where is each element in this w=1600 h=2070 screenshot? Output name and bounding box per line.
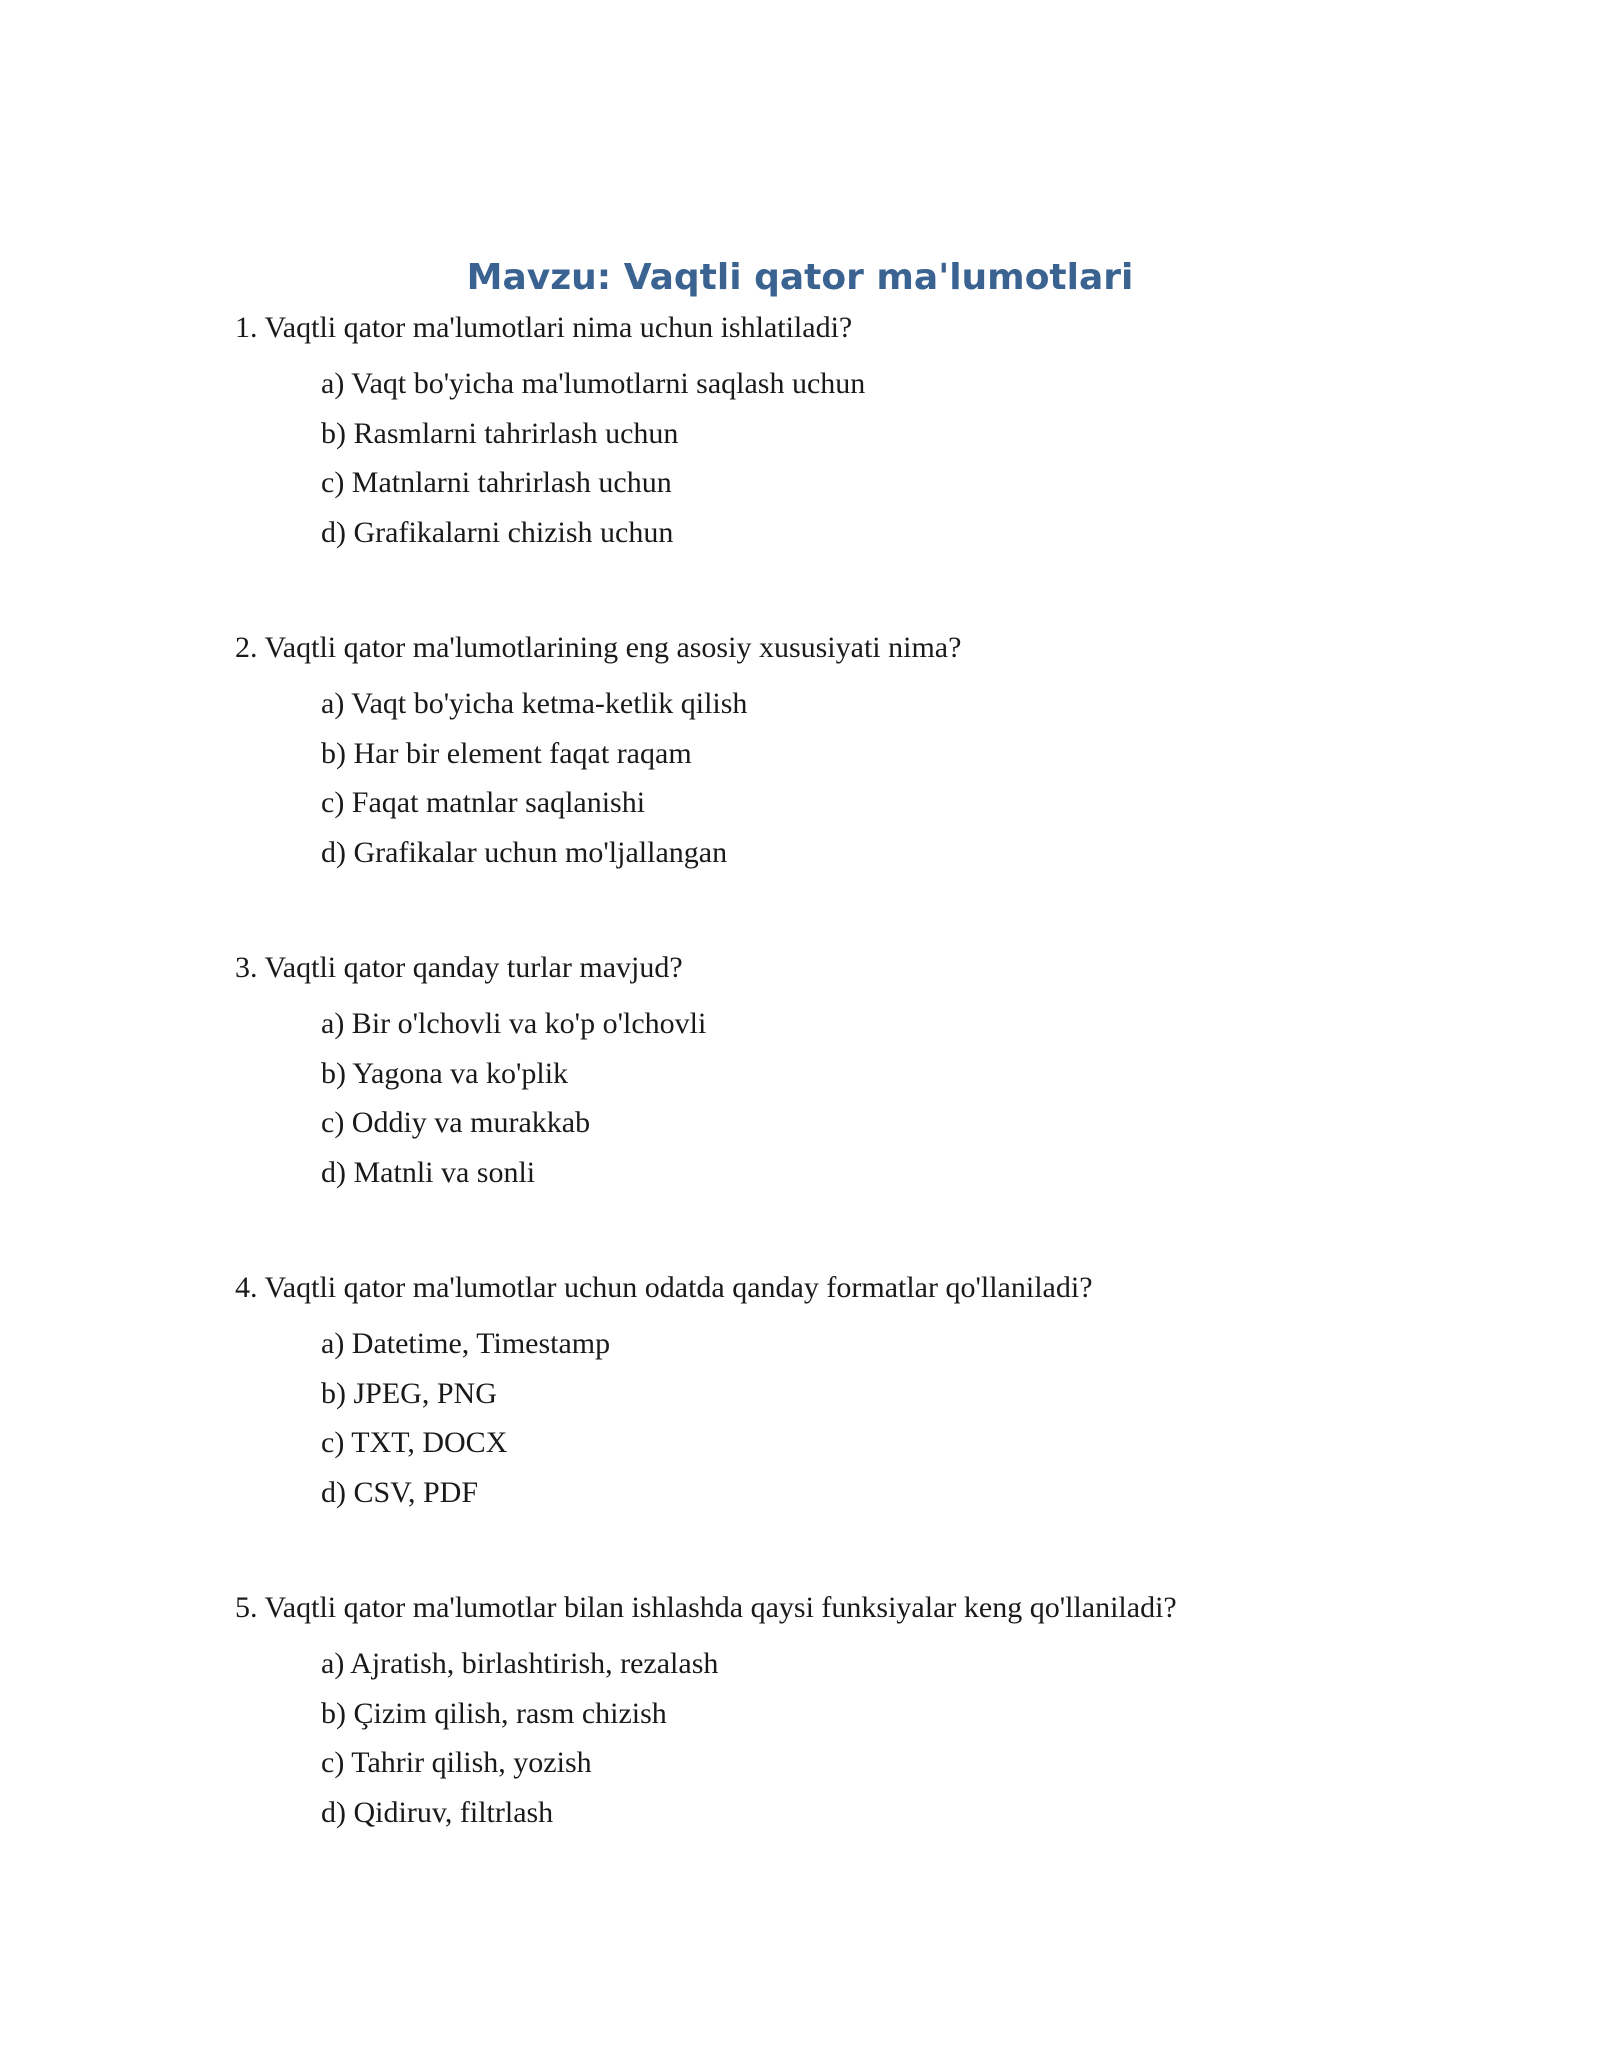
answer-option-c: c) Faqat matnlar saqlanishi [321, 786, 646, 819]
question-text: 1. Vaqtli qator ma'lumotlari nima uchun ishlatiladi? [235, 311, 853, 344]
answer-option-a: a) Bir o'lchovli va ko'p o'lchovli [321, 1007, 707, 1040]
answer-option-b: b) Har bir element faqat raqam [321, 736, 692, 770]
answer-options [235, 1639, 1435, 1837]
answer-option-c: c) Oddiy va murakkab [321, 1106, 591, 1139]
answer-option-a: a) Vaqt bo'yicha ma'lumotlarni saqlash uchun [321, 367, 866, 400]
answer-option-a: a) Datetime, Timestamp [321, 1327, 611, 1360]
question-4 [235, 1265, 1435, 1517]
question-text: 2. Vaqtli qator ma'lumotlarining eng asosiy xususiyati nima? [235, 631, 962, 664]
answer-option-b: b) Rasmlarni tahrirlash uchun [321, 416, 679, 450]
answer-option-b: b) JPEG, PNG [321, 1376, 497, 1410]
answer-option-c: c) Matnlarni tahrirlash uchun [321, 466, 672, 499]
answer-option-d: d) Grafikalarni chizish uchun [321, 515, 674, 549]
answer-options [235, 999, 1435, 1197]
answer-options [235, 679, 1435, 877]
answer-option-b: b) Yagona va ko'plik [321, 1056, 569, 1090]
question-text: 4. Vaqtli qator ma'lumotlar uchun odatda qanday formatlar qo'llaniladi? [235, 1271, 1093, 1304]
question-text: 5. Vaqtli qator ma'lumotlar bilan ishlashda qaysi funksiyalar keng qo'llaniladi? [235, 1591, 1177, 1624]
answer-option-c: c) TXT, DOCX [321, 1426, 508, 1459]
question-2 [235, 625, 1435, 877]
answer-option-d: d) Matnli va sonli [321, 1155, 536, 1189]
answer-options [235, 359, 1435, 557]
question-5 [235, 1585, 1435, 1837]
answer-option-d: d) CSV, PDF [321, 1475, 479, 1509]
answer-option-b: b) Çizim qilish, rasm chizish [321, 1696, 667, 1730]
answer-option-a: a) Ajratish, birlashtirish, rezalash [321, 1647, 719, 1680]
question-list [235, 305, 1435, 1905]
answer-option-d: d) Qidiruv, filtrlash [321, 1795, 554, 1829]
answer-option-d: d) Grafikalar uchun mo'ljallangan [321, 835, 728, 869]
page-title: Mavzu: Vaqtli qator ma'lumotlari [466, 257, 1134, 298]
answer-option-c: c) Tahrir qilish, yozish [321, 1746, 592, 1779]
question-3 [235, 945, 1435, 1197]
question-text: 3. Vaqtli qator qanday turlar mavjud? [235, 951, 683, 984]
answer-options [235, 1319, 1435, 1517]
question-1 [235, 305, 1435, 557]
answer-option-a: a) Vaqt bo'yicha ketma-ketlik qilish [321, 687, 748, 720]
